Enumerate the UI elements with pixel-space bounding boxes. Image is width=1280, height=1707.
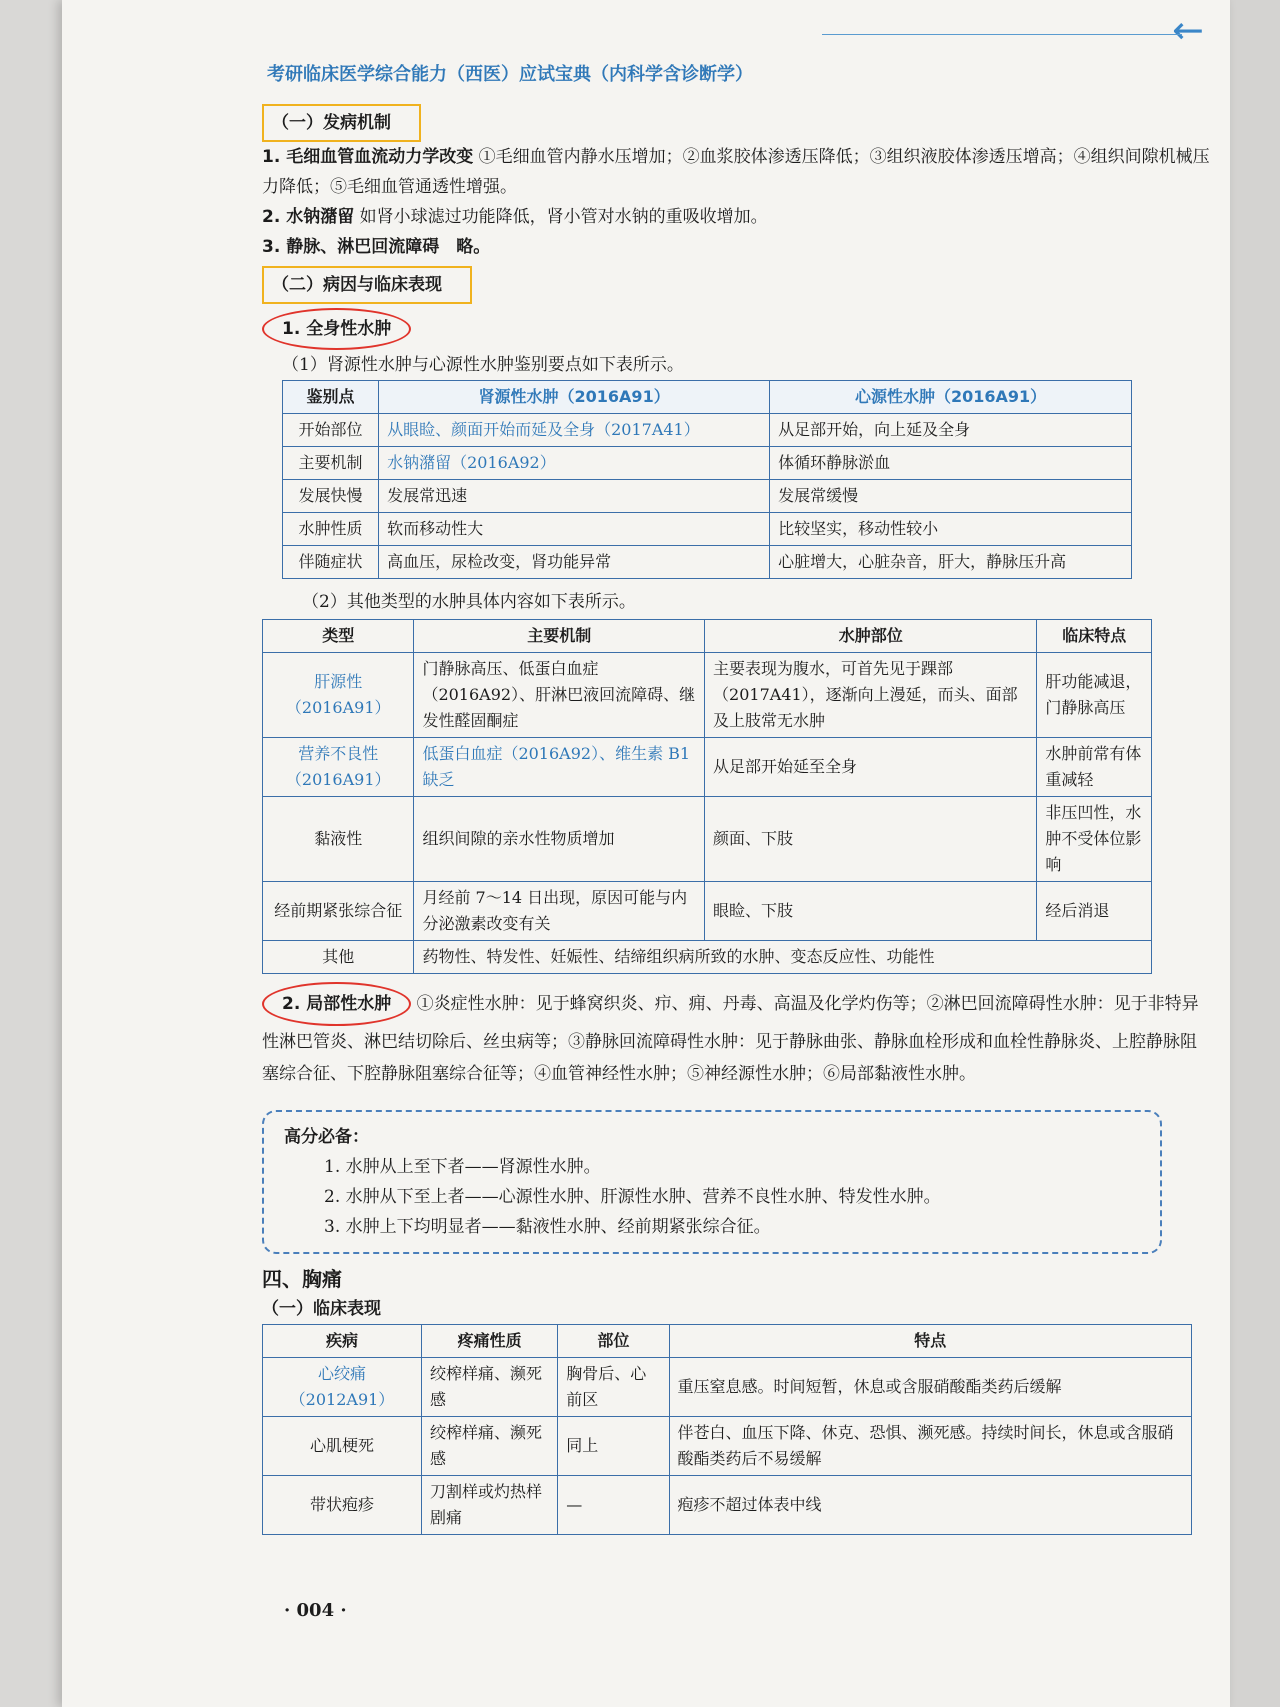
table-cell: 主要表现为腹水，可首先见于踝部（2017A41），逐渐向上漫延，而头、面部及上肢常无水肿 (705, 653, 1037, 738)
table-header-cell: 特点 (669, 1325, 1191, 1358)
table-other-edema (262, 619, 1152, 974)
table-cell: 低蛋白血症（2016A92）、维生素 B1 缺乏 (414, 738, 705, 797)
table-cell: 营养不良性（2016A91） (263, 738, 414, 797)
local-edema-text: ①炎症性水肿：见于蜂窝织炎、疖、痈、丹毒、高温及化学灼伤等；②淋巴回流障碍性水肿：见于非特异性淋巴管炎、淋巴结切除后、丝虫病等；③静脉回流障碍性水肿：见于静脉曲张、静脉血栓形成和血栓性静脉炎、上腔静脉阻塞综合征、下腔静脉阻塞综合征等；④血管神经性水肿；⑤神经源性水肿；⑥局部黏液性水肿。 (262, 994, 1199, 1084)
table2-intro: （2）其他类型的水肿具体内容如下表所示。 (302, 592, 636, 612)
table-cell: 伴随症状 (283, 546, 379, 579)
table-cell: 心肌梗死 (263, 1417, 422, 1476)
table-cell: 水肿性质 (283, 513, 379, 546)
table-cell: 绞榨样痛、濒死感 (422, 1417, 558, 1476)
section-heading-chest-pain: 四、胸痛 (262, 1267, 342, 1291)
table-cell: 水钠潴留（2016A92） (379, 447, 770, 480)
para-text: 如肾小球滤过功能降低，肾小管对水钠的重吸收增加。 (359, 207, 768, 227)
table-header-cell: 疼痛性质 (422, 1325, 558, 1358)
table-row (283, 414, 1132, 447)
header-rule (822, 34, 1182, 35)
page-content (262, 104, 1212, 1535)
table-header-cell: 心源性水肿（2016A91） (770, 381, 1132, 414)
paragraph-1 (262, 142, 1212, 202)
table-header-cell: 部位 (558, 1325, 669, 1358)
arrow-left-icon: ← (1172, 8, 1204, 52)
table-chest-pain (262, 1324, 1192, 1535)
table-header-cell: 临床特点 (1037, 620, 1152, 653)
table-cell: 发展常缓慢 (770, 480, 1132, 513)
table-header-cell: 主要机制 (414, 620, 705, 653)
table-header-cell: 类型 (263, 620, 414, 653)
book-page (62, 0, 1230, 1707)
table-cell: 门静脉高压、低蛋白血症（2016A92）、肝淋巴液回流障碍、继发性醛固酮症 (414, 653, 705, 738)
book-title: 考研临床医学综合能力（西医）应试宝典（内科学含诊断学） (267, 64, 753, 85)
key-point-item: 2. 水肿从下至上者——心源性水肿、肝源性水肿、营养不良性水肿、特发性水肿。 (324, 1187, 941, 1207)
table-row (263, 1417, 1192, 1476)
table1-intro: （1）肾源性水肿与心源性水肿鉴别要点如下表所示。 (282, 355, 684, 375)
table-cell: 软而移动性大 (379, 513, 770, 546)
table-header-cell: 疾病 (263, 1325, 422, 1358)
table-cell: 比较坚实，移动性较小 (770, 513, 1132, 546)
table-cell: 疱疹不超过体表中线 (669, 1476, 1191, 1535)
table-row (263, 797, 1152, 882)
table-cell: 肝功能减退，门静脉高压 (1037, 653, 1152, 738)
key-points-title: 高分必备： (284, 1127, 369, 1147)
table-cell: 组织间隙的亲水性物质增加 (414, 797, 705, 882)
table-cell: 胸骨后、心前区 (558, 1358, 669, 1417)
table-cell: 其他 (263, 941, 414, 974)
table-cell: 月经前 7～14 日出现，原因可能与内分泌激素改变有关 (414, 882, 705, 941)
table-cell: 绞榨样痛、濒死感 (422, 1358, 558, 1417)
table-cell: 伴苍白、血压下降、休克、恐惧、濒死感。持续时间长，休息或含服硝酸酯类药后不易缓解 (669, 1417, 1191, 1476)
table-row (263, 653, 1152, 738)
table-cell: — (558, 1476, 669, 1535)
table-row (263, 738, 1152, 797)
table-renal-vs-cardiac (282, 380, 1132, 579)
table-row (283, 513, 1132, 546)
table-cell: 开始部位 (283, 414, 379, 447)
table-row (263, 941, 1152, 974)
table-cell: 心脏增大，心脏杂音，肝大，静脉压升高 (770, 546, 1132, 579)
table-cell: 同上 (558, 1417, 669, 1476)
key-points-box (262, 1110, 1162, 1254)
table-row (263, 1476, 1192, 1535)
table-cell: 心绞痛（2012A91） (263, 1358, 422, 1417)
table-cell: 主要机制 (283, 447, 379, 480)
key-point-item: 3. 水肿上下均明显者——黏液性水肿、经前期紧张综合征。 (324, 1217, 771, 1237)
table-cell: 颜面、下肢 (705, 797, 1037, 882)
table-row (263, 882, 1152, 941)
table-cell: 高血压，尿检改变，肾功能异常 (379, 546, 770, 579)
paragraph-3: 3. 静脉、淋巴回流障碍 略。 (262, 237, 491, 257)
table-header-cell: 鉴别点 (283, 381, 379, 414)
subheading-clinical: （一）临床表现 (262, 1299, 381, 1319)
table-row (283, 546, 1132, 579)
table-row (283, 447, 1132, 480)
table-cell: 从足部开始，向上延及全身 (770, 414, 1132, 447)
key-point-item: 1. 水肿从上至下者——肾源性水肿。 (324, 1157, 601, 1177)
para-label: 2. 水钠潴留 (262, 207, 355, 227)
table-cell: 从眼睑、颜面开始而延及全身（2017A41） (379, 414, 770, 447)
table-cell: 黏液性 (263, 797, 414, 882)
table-cell: 体循环静脉淤血 (770, 447, 1132, 480)
paragraph-2 (262, 202, 1212, 232)
table-cell: 经前期紧张综合征 (263, 882, 414, 941)
table-cell: 带状疱疹 (263, 1476, 422, 1535)
table-cell: 重压窒息感。时间短暂，休息或含服硝酸酯类药后缓解 (669, 1358, 1191, 1417)
table-cell: 水肿前常有体重减轻 (1037, 738, 1152, 797)
para-text: ①毛细血管内静水压增加；②血浆胶体渗透压降低；③组织液胶体渗透压增高；④组织间隙机械压力降低；⑤毛细血管通透性增强。 (262, 147, 1210, 197)
para-label: 1. 毛细血管血流动力学改变 (262, 147, 474, 167)
table-row (263, 1358, 1192, 1417)
table-cell: 非压凹性，水肿不受体位影响 (1037, 797, 1152, 882)
page-number: · 004 · (284, 1600, 347, 1621)
table-header-cell: 水肿部位 (705, 620, 1037, 653)
table-cell: 经后消退 (1037, 882, 1152, 941)
section-heading-causes: （二）病因与临床表现 (262, 266, 472, 304)
table-cell: 发展常迅速 (379, 480, 770, 513)
table-cell: 发展快慢 (283, 480, 379, 513)
table-cell: 从足部开始延至全身 (705, 738, 1037, 797)
table-header-cell: 肾源性水肿（2016A91） (379, 381, 770, 414)
table-cell: 药物性、特发性、妊娠性、结缔组织病所致的水肿、变态反应性、功能性 (414, 941, 1152, 974)
table-cell: 刀割样或灼热样剧痛 (422, 1476, 558, 1535)
subheading-local-edema: 2. 局部性水肿 (262, 982, 411, 1026)
local-edema-paragraph (262, 982, 1212, 1090)
table-row (283, 480, 1132, 513)
table-cell: 眼睑、下肢 (705, 882, 1037, 941)
subheading-systemic-edema: 1. 全身性水肿 (262, 308, 411, 350)
table-cell: 肝源性（2016A91） (263, 653, 414, 738)
section-heading-mechanism: （一）发病机制 (262, 104, 421, 142)
